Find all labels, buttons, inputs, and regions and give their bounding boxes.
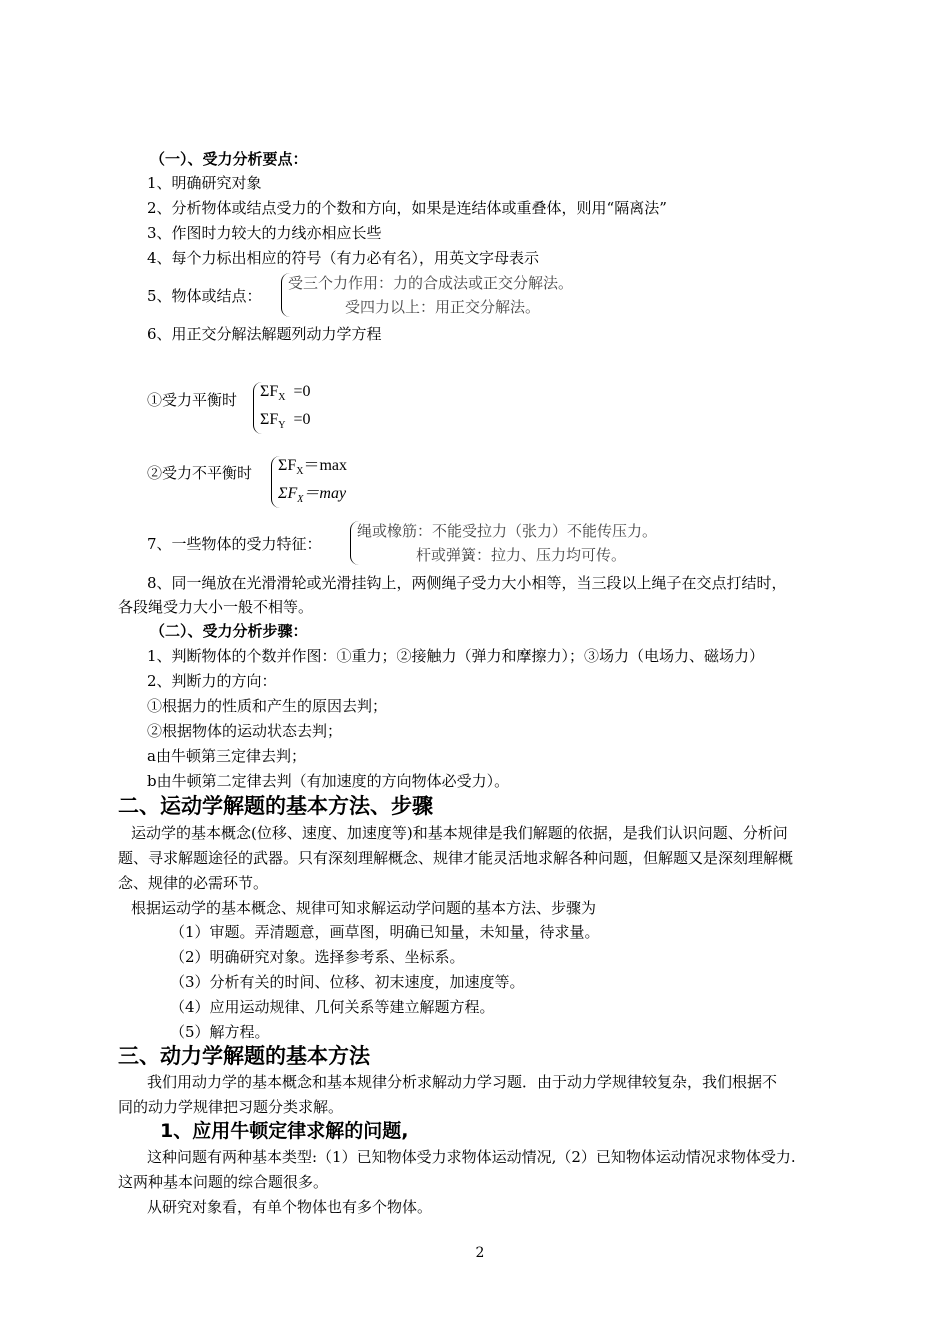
paragraph: a由牛顿第三定律去判； — [147, 747, 306, 765]
equation-label: ②受力不平衡时 — [147, 464, 253, 482]
page-number: 2 — [475, 1245, 485, 1261]
list-item: （3）分析有关的时间、位移、初末速度，加速度等。 — [170, 973, 525, 991]
paragraph: 同的动力学规律把习题分类求解。 — [118, 1098, 344, 1116]
paragraph: ①根据力的性质和产生的原因去判； — [147, 697, 388, 715]
list-item: （1）审题。弄清题意，画草图，明确已知量，未知量，待求量。 — [170, 923, 600, 941]
paragraph: 3、作图时力较大的力线亦相应长些 — [147, 224, 382, 242]
section-title-force-analysis-points: （一）、受力分析要点： — [150, 150, 308, 168]
paragraph: 从研究对象看，有单个物体也有多个物体。 — [147, 1198, 433, 1216]
paragraph: 题、寻求解题途径的武器。只有深刻理解概念、规律才能灵活地求解各种问题，但解题又是深刻理解概 — [118, 849, 794, 867]
list-item: （4）应用运动规律、几何关系等建立解题方程。 — [170, 998, 495, 1016]
paragraph: 根据运动学的基本概念、规律可知求解运动学问题的基本方法、步骤为 — [131, 899, 597, 917]
heading-dynamics-methods: 三、动力学解题的基本方法 — [118, 1044, 370, 1068]
brace-line: 杆或弹簧：拉力、压力均可传。 — [416, 546, 627, 564]
paragraph: 2、分析物体或结点受力的个数和方向，如果是连结体或重叠体，则用“隔离法” — [147, 199, 667, 217]
paragraph: 运动学的基本概念(位移、速度、加速度等)和基本规律是我们解题的依据，是我们认识问题、分析问 — [131, 824, 788, 842]
list-item: （5）解方程。 — [170, 1023, 270, 1041]
paragraph: 我们用动力学的基本概念和基本规律分析求解动力学习题．由于动力学规律较复杂，我们根据不 — [147, 1073, 778, 1091]
subheading-newton-laws: 1、应用牛顿定律求解的问题, — [160, 1120, 409, 1142]
brace-line: 受三个力作用：力的合成法或正交分解法。 — [288, 274, 574, 292]
paragraph: 5、物体或结点： — [147, 287, 262, 305]
paragraph: 4、每个力标出相应的符号（有力必有名），用英文字母表示 — [147, 249, 540, 267]
equation-line: $\Sigma F_X=\max$ — [278, 457, 348, 478]
paragraph: 各段绳受力大小一般不相等。 — [118, 598, 314, 616]
paragraph: 念、规律的必需环节。 — [118, 874, 269, 892]
equation-line: $\Sigma F_X =0$ — [260, 383, 311, 404]
paragraph: ②根据物体的运动状态去判； — [147, 722, 343, 740]
equation-line: $\Sigma F_Y =0$ — [260, 411, 311, 432]
paragraph: 7、一些物体的受力特征： — [147, 535, 322, 553]
heading-kinematics-methods: 二、运动学解题的基本方法、步骤 — [118, 794, 433, 818]
paragraph: 这两种基本问题的综合题很多。 — [118, 1173, 329, 1191]
paragraph: 6、用正交分解法解题列动力学方程 — [147, 325, 382, 343]
brace-line: 受四力以上：用正交分解法。 — [345, 298, 541, 316]
paragraph: b由牛顿第二定律去判（有加速度的方向物体必受力）。 — [147, 772, 510, 790]
brace-line: 绳或橡筋：不能受拉力（张力）不能传压力。 — [357, 522, 658, 540]
equation-label: ①受力平衡时 — [147, 391, 238, 409]
paragraph: 这种问题有两种基本类型:（1）已知物体受力求物体运动情况,（2）已知物体运动情况求物体受力. — [147, 1148, 796, 1166]
paragraph: 1、明确研究对象 — [147, 174, 262, 192]
equation-line: $\Sigma F_X=may$ — [278, 485, 347, 506]
list-item: （2）明确研究对象。选择参考系、坐标系。 — [170, 948, 465, 966]
paragraph: 8、同一绳放在光滑滑轮或光滑挂钩上，两侧绳子受力大小相等，当三段以上绳子在交点打结时， — [147, 574, 787, 592]
section-title-force-analysis-steps: （二）、受力分析步骤： — [150, 622, 308, 640]
paragraph: 1、判断物体的个数并作图：①重力；②接触力（弹力和摩擦力）；③场力（电场力、磁场力） — [147, 647, 765, 665]
paragraph: 2、判断力的方向： — [147, 672, 277, 690]
